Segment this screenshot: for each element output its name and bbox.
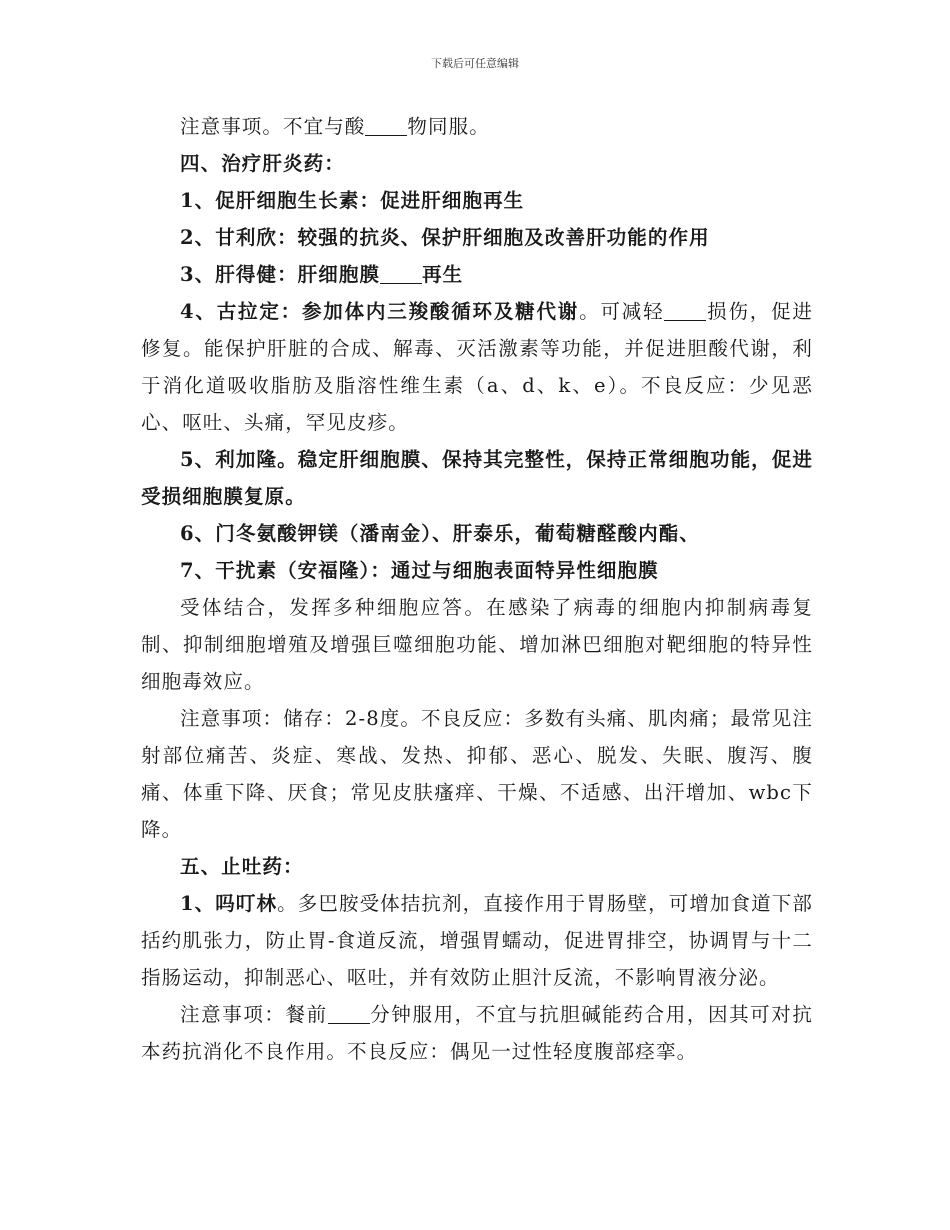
fill-in-blank	[380, 265, 422, 284]
paragraph	[141, 441, 813, 515]
body-text: 。可减轻	[579, 300, 665, 323]
bold-text: 5、利加隆。稳定肝细胞膜、保持其完整性，保持正常细胞功能，促进受损细胞膜复原。	[141, 448, 813, 508]
paragraph	[141, 145, 813, 182]
bold-text: 4、古拉定：参加体内三羧酸循环及糖代谢	[180, 300, 580, 323]
bold-text: 1、吗叮林	[180, 892, 278, 915]
document-body	[141, 108, 813, 1070]
paragraph	[141, 293, 813, 441]
paragraph	[141, 515, 813, 552]
bold-text: 6、门冬氨酸钾镁（潘南金）、肝泰乐，葡萄糖醛酸内酯、	[180, 522, 700, 545]
body-text: 注意事项。不宜与酸	[180, 115, 366, 138]
body-text: 注意事项：餐前	[180, 1003, 328, 1026]
paragraph	[141, 552, 813, 589]
body-text: 。多巴胺受体拮抗剂，直接作用于胃肠壁，可增加食道下部括约肌张力，防止胃-食道反流，增强胃蠕动，促进胃排空，协调胃与十二指肠运动，抑制恶心、呕吐，并有效防止胆汁反流，不影响胃液分泌。	[141, 892, 813, 989]
page-header: 下载后可任意编辑	[431, 57, 519, 70]
fill-in-blank	[365, 117, 407, 136]
body-text: 物同服。	[407, 115, 490, 138]
bold-text: 2、甘利欣：较强的抗炎、保护肝细胞及改善肝功能的作用	[180, 226, 710, 249]
bold-text: 7、干扰素（安福隆）：通过与细胞表面特异性细胞膜	[180, 559, 659, 582]
bold-text: 五、止吐药：	[180, 855, 304, 878]
paragraph	[141, 848, 813, 885]
paragraph	[141, 256, 813, 293]
paragraph	[141, 182, 813, 219]
body-text: 分钟服用，不宜与抗胆碱能药合用，因其可对抗本药抗消化不良作用。不良反应：偶见一过性轻度腹部痉挛。	[141, 1003, 813, 1063]
bold-text: 再生	[422, 263, 464, 286]
paragraph	[141, 108, 813, 145]
paragraph	[141, 885, 813, 996]
body-text: 受体结合，发挥多种细胞应答。在感染了病毒的细胞内抑制病毒复制、抑制细胞增殖及增强巨噬细胞功能、增加淋巴细胞对靶细胞的特异性细胞毒效应。	[141, 596, 813, 693]
bold-text: 3、肝得健：肝细胞膜	[180, 263, 381, 286]
bold-text: 1、促肝细胞生长素：促进肝细胞再生	[180, 189, 525, 212]
paragraph	[141, 700, 813, 848]
fill-in-blank	[328, 1005, 370, 1024]
body-text: 损伤，促进修复。能保护肝脏的合成、解毒、灭活激素等功能，并促进胆酸代谢，利于消化道吸收脂肪及脂溶性维生素（a、d、k、e）。不良反应：少见恶心、呕吐、头痛，罕见皮疹。	[141, 300, 813, 434]
fill-in-blank	[664, 302, 706, 321]
paragraph	[141, 589, 813, 700]
paragraph	[141, 219, 813, 256]
body-text: 注意事项：储存：2-8度。不良反应：多数有头痛、肌肉痛；最常见注射部位痛苦、炎症、寒战、发热、抑郁、恶心、脱发、失眠、腹泻、腹痛、体重下降、厌食；常见皮肤瘙痒、干燥、不适感、出汗增加、wbc下降。	[141, 707, 813, 841]
paragraph	[141, 996, 813, 1070]
bold-text: 四、治疗肝炎药：	[180, 152, 345, 175]
